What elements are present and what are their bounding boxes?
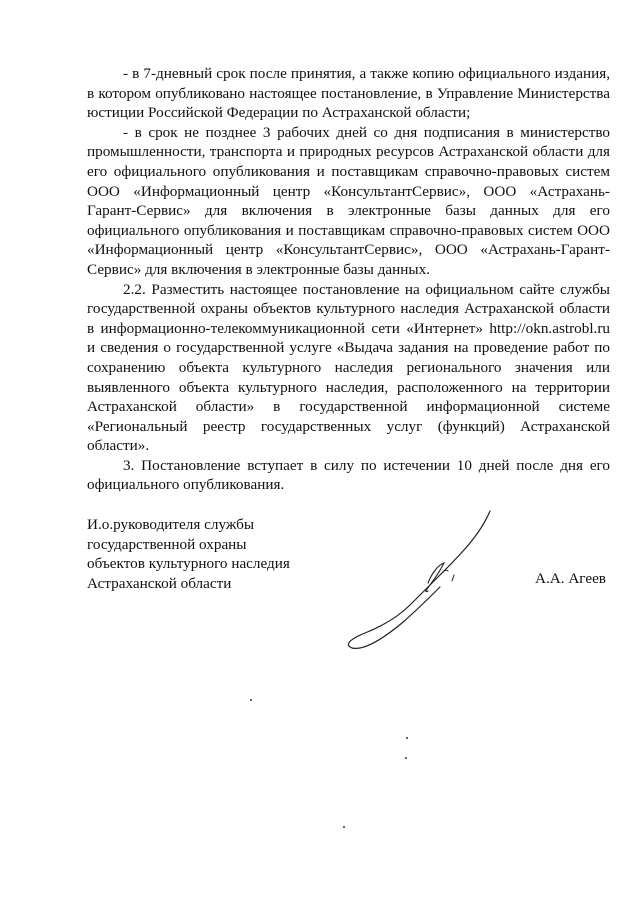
scan-speck <box>405 757 407 759</box>
signatory-title-line: государственной охраны <box>87 535 247 553</box>
paragraph-item-3: 3. Постановление вступает в силу по истечении 10 дней после дня его официального опубликования. <box>87 456 610 494</box>
paragraph-item-2-2: 2.2. Разместить настоящее постановление на официальном сайте службы государственной охраны объектов культурного наследия Астраханской области в информационно-телекоммуникационной сети «Интернет» http://okn.astrobl.ru и сведения о государственной услуге «Выдача задания на проведение работ по сохранению объекта культурного наследия регионального значения или выявленного объекта культурного наследия, расположенного на территории Астраханской области» в государственной информационной системе «Региональный реестр государственных услуг (функций) Астраханской области». <box>87 280 610 455</box>
scan-speck <box>406 737 408 739</box>
signatory-name: А.А. Агеев <box>535 570 606 587</box>
signatory-title-line: объектов культурного наследия <box>87 555 290 572</box>
scan-speck <box>343 826 345 828</box>
signatory-title <box>87 515 290 593</box>
scan-speck <box>250 699 252 701</box>
paragraph-item-1: - в 7-дневный срок после принятия, а также копию официального издания, в котором опубликовано настоящее постановление, в Управление Министерства юстиции Российской Федерации по Астраханской области; <box>87 65 610 122</box>
signatory-title-line: И.о.руководителя службы <box>87 516 255 533</box>
document-body <box>87 64 610 495</box>
signatory-title-line: Астраханской области <box>87 574 232 592</box>
paragraph-item-2: - в срок не позднее 3 рабочих дней со дня подписания в министерство промышленности, транспорта и природных ресурсов Астраханской области для его официального опубликования и поставщикам справочно-правовых систем ООО «Информационный центр «КонсультантСервис», ООО «Астрахань-Гарант-Сервис» для включения в электронные базы данных для его официального опубликования и поставщикам справочно-правовых систем ООО «Информационный центр «КонсультантСервис», ООО «Астрахань-Гарант-Сервис» для включения в электронные базы данных. <box>87 123 610 278</box>
handwritten-signature <box>340 505 510 655</box>
